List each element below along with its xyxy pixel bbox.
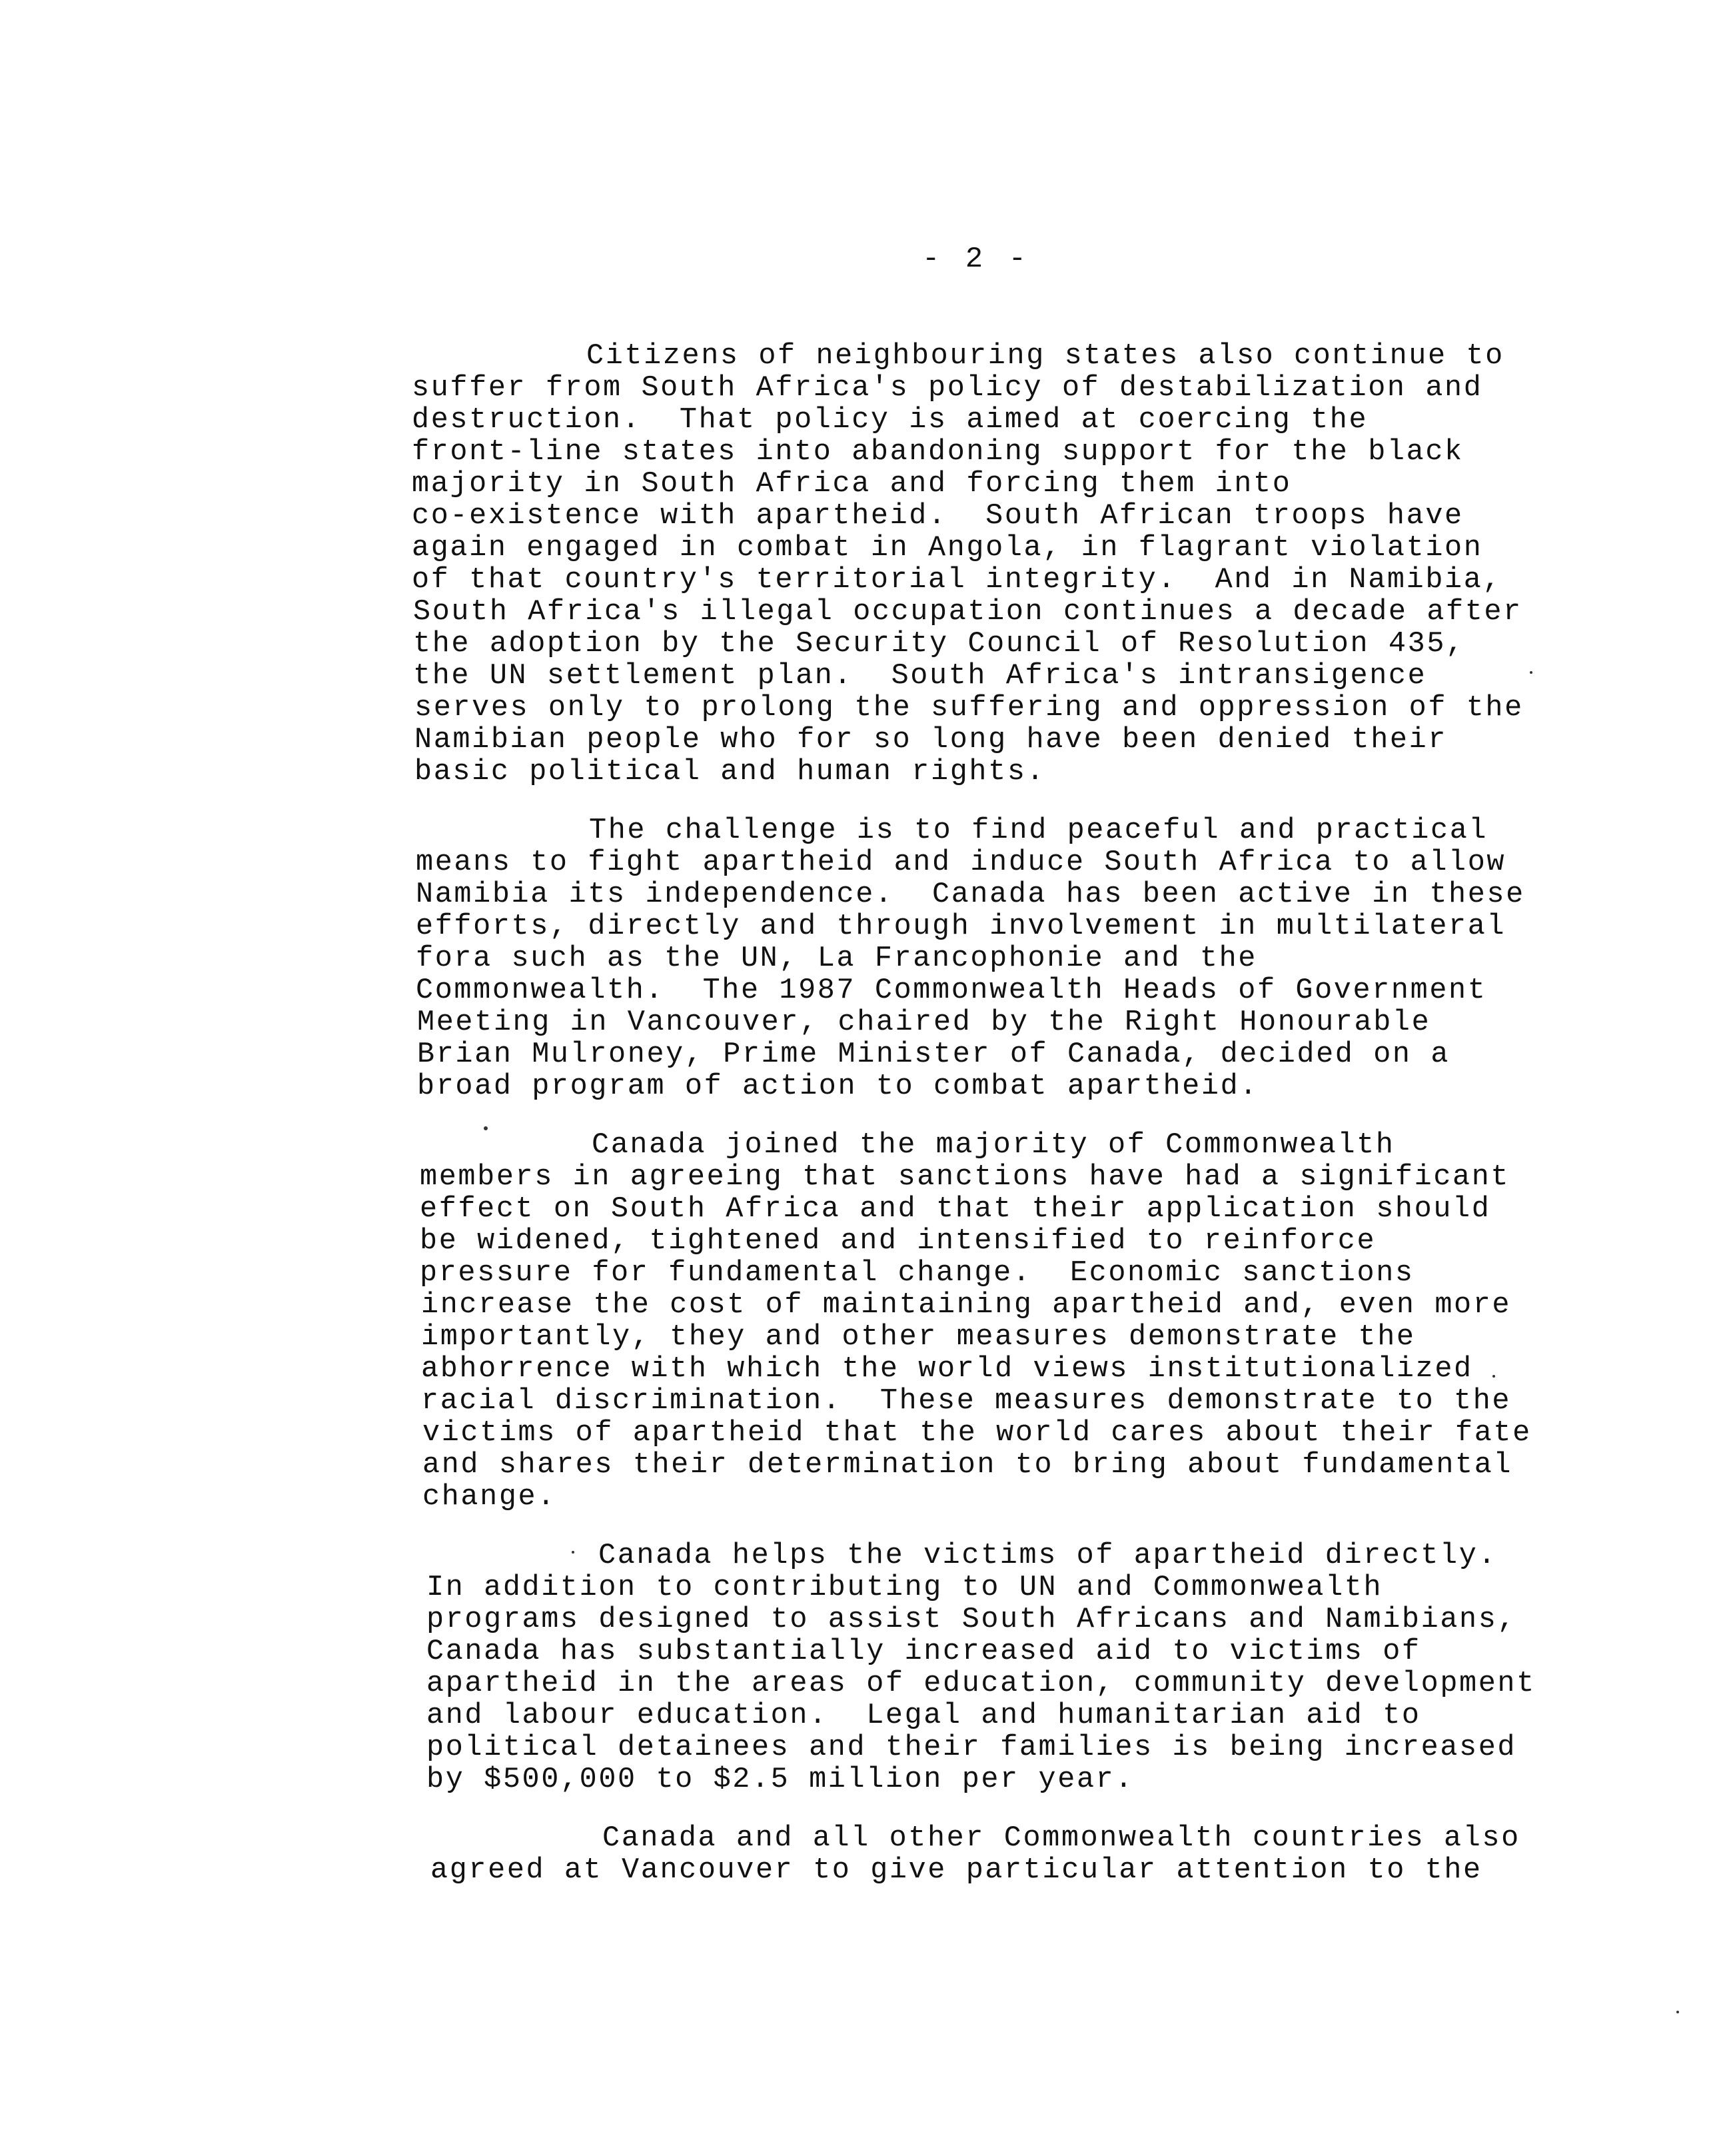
paragraph-line: serves only to prolong the suffering and oppression of the (414, 692, 1524, 724)
paragraph-line: of that country's territorial integrity. And in Namibia, (412, 564, 1502, 596)
scan-speck (484, 1126, 488, 1130)
paragraph-line: victims of apartheid that the world cares about their fate (422, 1417, 1532, 1450)
paragraph-line: Meeting in Vancouver, chaired by the Right Honourable (417, 1006, 1431, 1039)
paragraph-line: efforts, directly and through involvement in multilateral (416, 910, 1506, 943)
paragraph-line: effect on South Africa and that their application should (420, 1193, 1491, 1226)
paragraph-line: abhorrence with which the world views institutionalized (421, 1353, 1473, 1386)
scan-speck (572, 1551, 574, 1554)
paragraph-line: Citizens of neighbouring states also continue to (586, 340, 1504, 373)
scan-speck (1492, 1375, 1495, 1378)
paragraph-line: majority in South Africa and forcing them into (412, 468, 1292, 501)
paragraph-line: Namibian people who for so long have been denied their (414, 724, 1448, 756)
paragraph-line: The challenge is to find peaceful and practical (589, 814, 1488, 847)
paragraph-line: Brian Mulroney, Prime Minister of Canada, decided on a (417, 1038, 1450, 1071)
paragraph-line: Canada helps the victims of apartheid directly. (598, 1540, 1498, 1572)
paragraph-line: suffer from South Africa's policy of destabilization and (412, 372, 1483, 405)
paragraph-line: by $500,000 to $2.5 million per year. (426, 1763, 1135, 1796)
paragraph-line: destruction. That policy is aimed at coercing the (412, 404, 1369, 437)
paragraph-line: front-line states into abandoning support for the black (412, 436, 1464, 469)
paragraph-line: importantly, they and other measures demonstrate the (421, 1321, 1416, 1354)
paragraph-line: Commonwealth. The 1987 Commonwealth Heads of Government (416, 974, 1487, 1007)
paragraph-line: means to fight apartheid and induce South Africa to allow (416, 846, 1506, 879)
paragraph-line: and shares their determination to bring about fundamental (422, 1449, 1513, 1482)
paragraph-line: fora such as the UN, La Francophonie and the (416, 942, 1257, 975)
paragraph-line: apartheid in the areas of education, community development (426, 1667, 1536, 1700)
paragraph-line: co-existence with apartheid. South African troops have (412, 500, 1464, 533)
paragraph-line: racial discrimination. These measures demonstrate to the (421, 1385, 1512, 1418)
paragraph-line: political detainees and their families is being increased (426, 1731, 1517, 1764)
paragraph-line: the UN settlement plan. South Africa's intransigence (413, 660, 1427, 692)
paragraph-line: again engaged in combat in Angola, in flagrant violation (412, 532, 1483, 564)
paragraph-line: Canada and all other Commonwealth countries also (602, 1822, 1520, 1855)
paragraph-line: and labour education. Legal and humanitarian aid to (426, 1699, 1421, 1732)
page-number: - 2 - (922, 243, 1031, 276)
paragraph-line: change. (422, 1481, 556, 1514)
scan-speck (1676, 2011, 1679, 2013)
paragraph-line: broad program of action to combat apartheid. (417, 1070, 1259, 1103)
paragraph-line: Canada has substantially increased aid to victims of (426, 1635, 1421, 1668)
paragraph-line: members in agreeing that sanctions have had a significant (420, 1161, 1510, 1194)
paragraph-line: the adoption by the Security Council of Resolution 435, (413, 628, 1465, 660)
paragraph-line: agreed at Vancouver to give particular attention to the (430, 1854, 1482, 1887)
paragraph-line: Canada joined the majority of Commonwealth (592, 1129, 1395, 1162)
paragraph-line: programs designed to assist South Africans and Namibians, (426, 1604, 1517, 1636)
paragraph-line: South Africa's illegal occupation continues a decade after (413, 596, 1522, 628)
paragraph-line: In addition to contributing to UN and Commonwealth (426, 1572, 1383, 1604)
paragraph-line: basic political and human rights. (414, 756, 1046, 788)
paragraph-line: be widened, tightened and intensified to reinforce (420, 1225, 1377, 1258)
paragraph-line: Namibia its independence. Canada has been active in these (416, 878, 1525, 911)
paragraph-line: pressure for fundamental change. Economic sanctions (420, 1257, 1415, 1290)
scan-speck (1530, 671, 1532, 674)
paragraph-line: increase the cost of maintaining apartheid and, even more (421, 1289, 1512, 1322)
